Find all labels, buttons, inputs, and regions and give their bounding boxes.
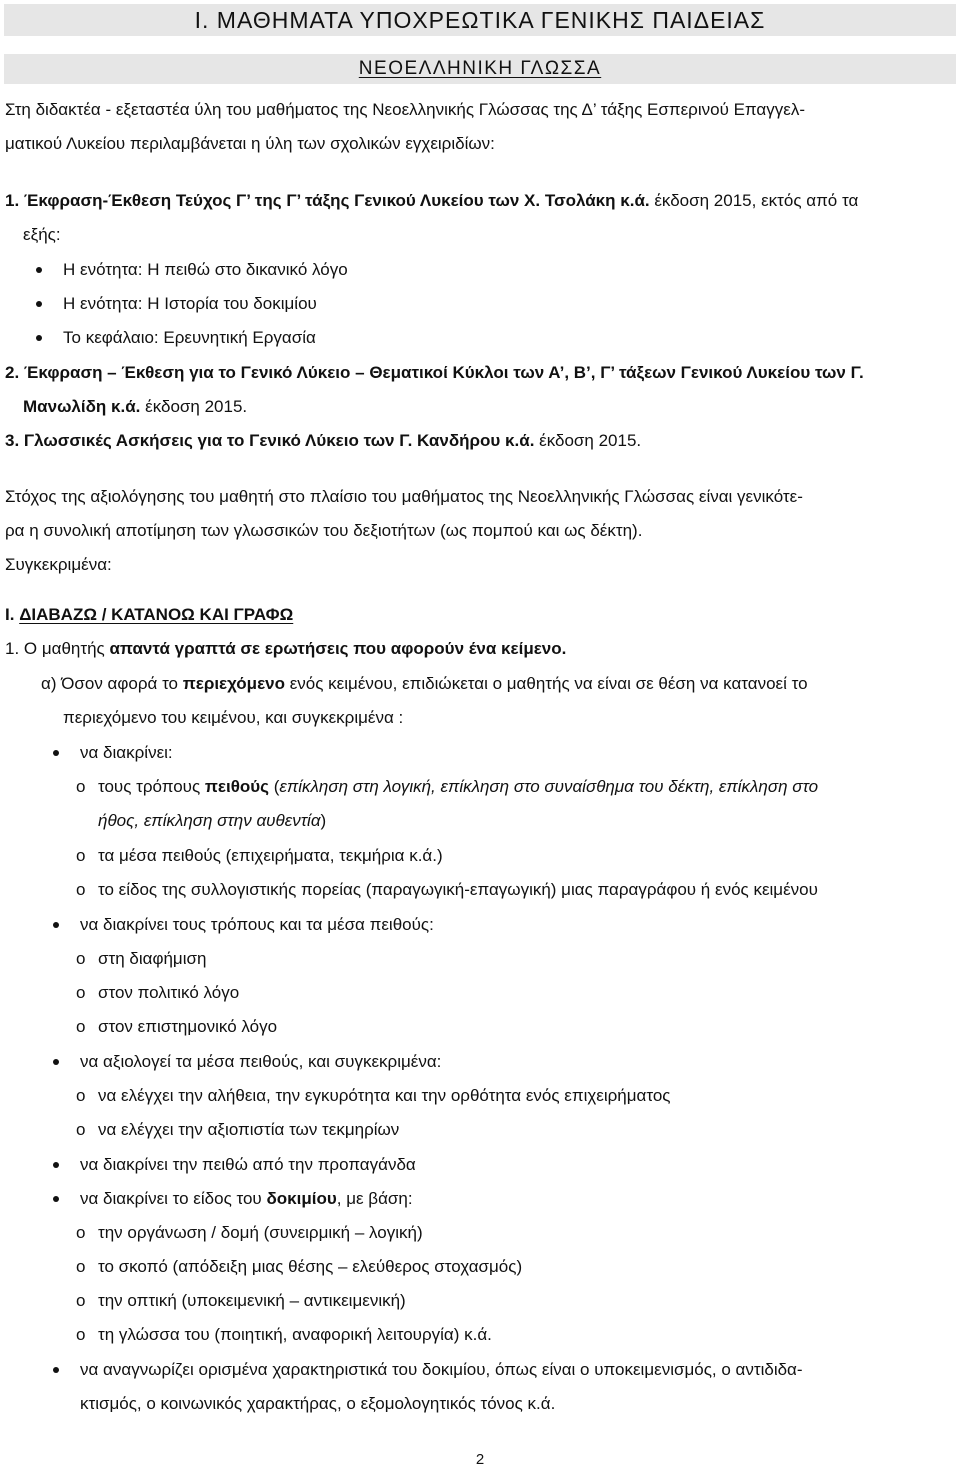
book-2-edition: έκδοση 2015.: [140, 397, 248, 416]
section-heading-number: I.: [5, 605, 15, 624]
item-a-continued: περιεχόμενο του κειμένου, και συγκεκριμένα :: [63, 708, 404, 727]
book-1: [5, 190, 858, 212]
option-1-italic: επίκληση στη λογική, επίκληση στο συναίσθημα του δέκτη, επίκληση στο: [279, 777, 819, 796]
item-a-prefix: α) Όσον αφορά το: [41, 674, 183, 693]
bullet-1-option-2: τα μέσα πειθούς (επιχειρήματα, τεκμήρια κ.ά.): [98, 846, 443, 865]
item-a-emphasis: περιεχόμενο: [182, 674, 285, 693]
bullet-5-option-1: την οργάνωση / δομή (συνειρμική – λογική): [98, 1223, 423, 1242]
bullet-2-option-3: στον επιστημονικό λόγο: [98, 1017, 278, 1036]
bullet-1-text: να διακρίνει:: [80, 743, 173, 762]
book-2-line-1: 2. Έκφραση – Έκθεση για το Γενικό Λύκειο – Θεματικοί Κύκλοι των Α’, Β’, Γ’ τάξεων Γενικού Λυκείου των Γ.: [5, 363, 864, 382]
bullet-3-option-1: να ελέγχει την αλήθεια, την εγκυρότητα και την ορθότητα ενός επιχειρήματος: [98, 1086, 671, 1105]
bullet-5-emphasis: δοκιμίου: [266, 1189, 337, 1208]
circle-bullet-icon: o: [76, 983, 86, 1002]
bullet-icon: [53, 1367, 59, 1373]
bullet-1-option-3: το είδος της συλλογιστικής πορείας (παραγωγική-επαγωγική) μιας παραγράφου ή ενός κειμένου: [98, 880, 818, 899]
circle-bullet-icon: o: [76, 1223, 86, 1242]
goal-line-3: Συγκεκριμένα:: [5, 555, 112, 574]
section-heading-text: ΔΙΑΒΑΖΩ / ΚΑΤΑΝΟΩ ΚΑΙ ΓΡΑΦΩ: [19, 605, 294, 624]
bullet-5-text: [80, 1188, 413, 1210]
book-2-authors: Μανωλίδη κ.ά.: [23, 397, 141, 416]
bullet-icon: [36, 335, 42, 341]
intro-line-1: Στη διδακτέα - εξεταστέα ύλη του μαθήματος της Νεοελληνικής Γλώσσας της Δ’ τάξης Εσπερινού Επαγγελ-: [5, 100, 805, 119]
bullet-6-line-1: να αναγνωρίζει ορισμένα χαρακτηριστικά του δοκιμίου, όπως είναι ο υποκειμενισμός, ο αντιδιδα-: [80, 1360, 803, 1379]
goal-line-1: Στόχος της αξιολόγησης του μαθητή στο πλαίσιο του μαθήματος της Νεοελληνικής Γλώσσας είναι γενικότε-: [5, 487, 803, 506]
book-1-title: 1. Έκφραση-Έκθεση Τεύχος Γ’ της Γ’ τάξης Γενικού Λυκείου των Χ. Τσολάκη κ.ά.: [5, 191, 650, 210]
bullet-5-option-4: τη γλώσσα του (ποιητική, αναφορική λειτουργία) κ.ά.: [98, 1325, 492, 1344]
bullet-2-text: να διακρίνει τους τρόπους και τα μέσα πειθούς:: [80, 915, 434, 934]
item-1: [5, 638, 566, 660]
bullet-5-option-2: το σκοπό (απόδειξη μιας θέσης – ελεύθερος στοχασμός): [98, 1257, 523, 1276]
option-1-italic-2: ήθος, επίκληση στην αυθεντία: [98, 811, 321, 830]
bullet-6-line-2: κτισμός, ο κοινωνικός χαρακτήρας, ο εξομολογητικός τόνος κ.ά.: [80, 1394, 556, 1413]
bullet-2-option-1: στη διαφήμιση: [98, 949, 207, 968]
option-1-emphasis: πειθούς: [204, 777, 270, 796]
bullet-icon: [53, 1162, 59, 1168]
book-1-continued: εξής:: [23, 225, 61, 244]
option-1-open: (: [269, 777, 280, 796]
circle-bullet-icon: o: [76, 846, 86, 865]
bullet-icon: [36, 267, 42, 273]
book-3-title: 3. Γλωσσικές Ασκήσεις για το Γενικό Λύκειο των Γ. Κανδήρου κ.ά.: [5, 431, 535, 450]
circle-bullet-icon: o: [76, 1120, 86, 1139]
book-3: [5, 430, 641, 452]
intro-line-2: ματικού Λυκείου περιλαμβάνεται η ύλη των σχολικών εγχειριδίων:: [5, 134, 495, 153]
item-1-emphasis: απαντά γραπτά σε ερωτήσεις που αφορούν ένα κείμενο.: [109, 639, 567, 658]
circle-bullet-icon: o: [76, 1017, 86, 1036]
book-1-rest: έκδοση 2015, εκτός από τα: [649, 191, 859, 210]
bullet-5-option-3: την οπτική (υποκειμενική – αντικειμενική): [98, 1291, 406, 1310]
bullet-icon: [53, 922, 59, 928]
bullet-1-option-1: [98, 776, 818, 798]
book-3-edition: έκδοση 2015.: [534, 431, 642, 450]
exclusion-item: Το κεφάλαιο: Ερευνητική Εργασία: [63, 328, 316, 347]
bullet-2-option-2: στον πολιτικό λόγο: [98, 983, 240, 1002]
book-2-line-2: [23, 396, 247, 418]
option-1-prefix: τους τρόπους: [98, 777, 205, 796]
item-a-rest: ενός κειμένου, επιδιώκεται ο μαθητής να είναι σε θέση να κατανοεί το: [285, 674, 808, 693]
bullet-5-rest: , με βάση:: [336, 1189, 413, 1208]
item-1-prefix: 1. Ο μαθητής: [5, 639, 110, 658]
exclusion-item: Η ενότητα: Η πειθώ στο δικανικό λόγο: [63, 260, 348, 279]
bullet-icon: [53, 1196, 59, 1202]
bullet-icon: [53, 1059, 59, 1065]
bullet-icon: [36, 301, 42, 307]
bullet-3-option-2: να ελέγχει την αξιοπιστία των τεκμηρίων: [98, 1120, 400, 1139]
bullet-3-text: να αξιολογεί τα μέσα πειθούς, και συγκεκριμένα:: [80, 1052, 442, 1071]
circle-bullet-icon: o: [76, 1257, 86, 1276]
page-number: 2: [475, 1451, 485, 1468]
circle-bullet-icon: o: [76, 1086, 86, 1105]
exclusion-item: Η ενότητα: Η Ιστορία του δοκιμίου: [63, 294, 317, 313]
page-title: I. ΜΑΘΗΜΑΤΑ ΥΠΟΧΡΕΩΤΙΚΑ ΓΕΝΙΚΗΣ ΠΑΙΔΕΙΑΣ: [4, 4, 956, 36]
bullet-icon: [53, 750, 59, 756]
item-a: [41, 673, 808, 695]
section-heading: [5, 604, 293, 626]
circle-bullet-icon: o: [76, 777, 86, 796]
option-1-close: ): [320, 811, 327, 830]
bullet-4-text: να διακρίνει την πειθώ από την προπαγάνδα: [80, 1155, 416, 1174]
bullet-1-option-1-continued: [98, 810, 326, 832]
circle-bullet-icon: o: [76, 949, 86, 968]
goal-line-2: ρα η συνολική αποτίμηση των γλωσσικών του δεξιοτήτων (ως πομπού και ως δέκτη).: [5, 521, 643, 540]
circle-bullet-icon: o: [76, 1325, 86, 1344]
subtitle-text: ΝΕΟΕΛΛΗΝΙΚΗ ΓΛΩΣΣΑ: [358, 58, 602, 79]
circle-bullet-icon: o: [76, 1291, 86, 1310]
bullet-5-prefix: να διακρίνει το είδος του: [80, 1189, 267, 1208]
section-subtitle: [4, 54, 956, 84]
circle-bullet-icon: o: [76, 880, 86, 899]
